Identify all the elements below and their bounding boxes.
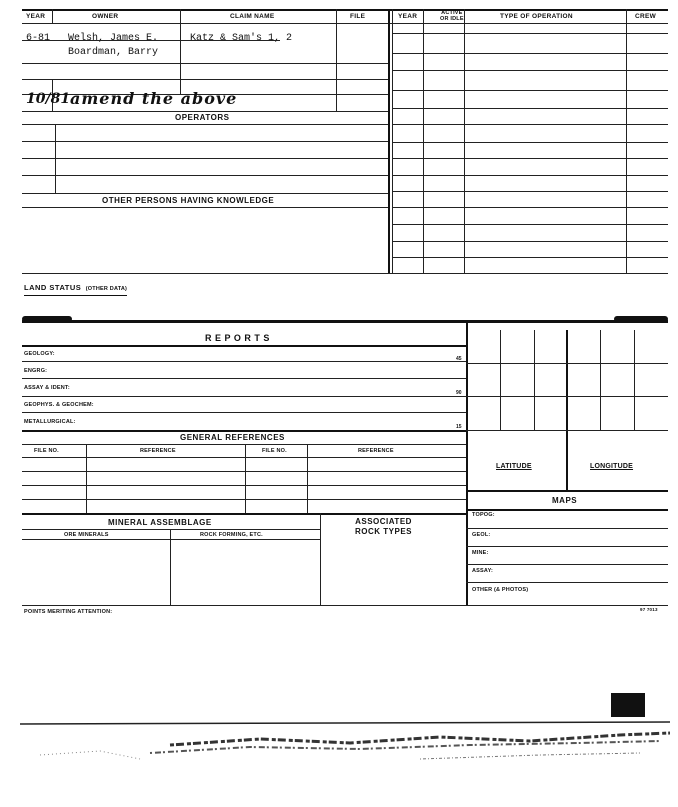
ore-minerals-header: ORE MINERALS — [64, 532, 109, 538]
entry-owner-2: Boardman, Barry — [68, 47, 159, 58]
maps-other-photos: OTHER (& PHOTOS) — [472, 587, 529, 593]
or-idle-label: OR IDLE — [440, 16, 464, 22]
associated-rock-types-heading — [355, 517, 412, 537]
year-column-header: YEAR — [26, 13, 46, 20]
reports-heading: R E P O R T S — [205, 333, 270, 343]
scan-noise-band — [20, 715, 670, 770]
maps-mine: MINE: — [472, 550, 489, 556]
report-assay-ident: ASSAY & IDENT: — [24, 385, 70, 391]
report-number-45: 45 — [456, 356, 462, 362]
active-label: ACTIVE — [441, 10, 463, 16]
entry-owner-1: Welsh, James E. — [68, 33, 159, 44]
operators-heading: OPERATORS — [175, 113, 230, 122]
file-column-header: FILE — [350, 13, 366, 20]
ref-file-no-header-1: FILE NO. — [34, 448, 59, 454]
ref-file-no-header-2: FILE NO. — [262, 448, 287, 454]
type-of-operation-column-header: TYPE OF OPERATION — [500, 13, 573, 20]
maps-heading: MAPS — [552, 496, 578, 505]
ref-reference-header-1: REFERENCE — [140, 448, 176, 454]
top-band — [22, 320, 668, 323]
maps-geol: GEOL: — [472, 532, 491, 538]
land-status-label — [24, 277, 127, 296]
report-engrg: ENGRG: — [24, 368, 48, 374]
latitude-label: LATITUDE — [496, 463, 532, 470]
report-geophys-geochem: GEOPHYS. & GEOCHEM: — [24, 402, 94, 408]
entry-year: 6-81 — [26, 33, 51, 44]
handwritten-note: amend the above — [70, 89, 238, 108]
maps-topog: TOPOG: — [472, 512, 495, 518]
ref-reference-header-2: REFERENCE — [358, 448, 394, 454]
rock-types-label: ROCK TYPES — [355, 527, 413, 536]
owner-column-header: OWNER — [92, 13, 119, 20]
associated-label: ASSOCIATED — [355, 517, 412, 526]
longitude-label: LONGITUDE — [590, 463, 634, 470]
report-number-15: 15 — [456, 424, 462, 430]
maps-assay: ASSAY: — [472, 568, 494, 574]
active-or-idle-column-header — [440, 10, 464, 22]
activity-year-column-header: YEAR — [398, 13, 418, 20]
land-status-subtitle: (OTHER DATA) — [85, 286, 128, 292]
general-references-heading: GENERAL REFERENCES — [180, 433, 285, 442]
points-meriting-attention-label: POINTS MERITING ATTENTION: — [24, 609, 113, 615]
scan-black-square — [611, 693, 645, 717]
rock-forming-header: ROCK FORMING, ETC. — [200, 532, 263, 538]
claim-name-column-header: CLAIM NAME — [230, 13, 275, 20]
crew-column-header: CREW — [635, 13, 657, 20]
land-status-title: LAND STATUS — [24, 283, 82, 292]
report-metallurgical: METALLURGICAL: — [24, 419, 76, 425]
other-persons-heading: OTHER PERSONS HAVING KNOWLEDGE — [102, 196, 275, 205]
mineral-assemblage-heading: MINERAL ASSEMBLAGE — [108, 518, 212, 527]
report-geology: GEOLOGY: — [24, 351, 55, 357]
form-code: 97 7013 — [640, 607, 658, 612]
report-number-90: 90 — [456, 390, 462, 396]
handwritten-year: 10/81 — [26, 91, 71, 107]
entry-claim-name: Katz & Sam's 1, 2 — [190, 33, 293, 44]
